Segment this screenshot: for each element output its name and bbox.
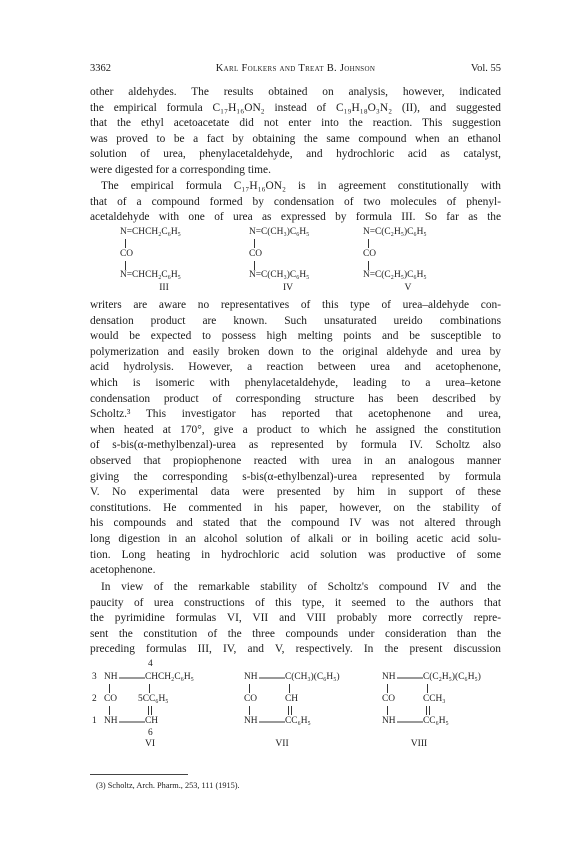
ring-position-1: 1 [92,716,97,726]
bond-line [119,721,145,723]
text-line: densation product are known. Such unsaturated ureido combinations [90,314,501,327]
formula-vii-label: VII [275,738,289,749]
formula-iii-mid: CO [120,249,134,259]
formula-viii-bot-right: CC₆H₅ [423,716,449,726]
text-line: preceding formulas III, IV, and V, respectively. In the present discussion [90,643,501,656]
text-line: sent the constitution of the three compounds under consideration than the [90,627,501,640]
text-line: solution of urea, phenylacetaldehyde, and hydrochloric acid as catalyst, [90,148,501,161]
formula-iii-top: N=CHCH₂C₆H₅ [120,227,181,237]
bond-line [249,684,250,693]
bond-line [427,684,428,693]
formula-vi-top-left: NH [104,672,118,682]
formula-vii-mid-right: CH [285,694,299,704]
paragraph-1 [90,85,501,179]
bond-line [125,239,126,248]
bond-line [429,706,430,715]
formula-iv-mid: CO [249,249,263,259]
page-number: 3362 [90,63,111,74]
formula-iv-top: N=C(CH₃)C₆H₅ [249,227,310,237]
text-line: would be expected to possess high melting points and be susceptible to [90,330,501,343]
text-line: polymerization and easily broken down to the original aldehyde and urea by [90,345,501,358]
text-line: acetaldehyde with one of urea as expressed by formula III. So far as the [90,211,501,224]
paragraph-3 [90,298,501,579]
formula-vii-top-left: NH [244,672,258,682]
formula-vi-mid-left: CO [104,694,118,704]
text-line: which is isomeric with phenylacetaldehyde, leading to a urea–ketone [90,376,501,389]
text-line: acid hydrolysis. However, a reaction between urea and acetophenone, [90,361,501,374]
bond-line [387,706,388,715]
formula-iv-label: IV [282,282,294,293]
formula-vi-mid-right: 5CC₆H₅ [138,694,169,704]
formula-v-top: N=C(C₂H₅)C₆H₅ [363,227,427,237]
formula-vi-bot-right: CH [145,716,159,726]
text-line: paucity of urea constructions of this type, it seemed to the authors that [90,596,501,609]
bond-line [249,706,250,715]
text-line: constitutions. He commented in his paper, however, on the stability of [90,501,501,514]
bond-line [148,706,149,715]
bond-line [397,677,423,679]
text-line: Scholtz.³ This investigator has reported that acetophenone and urea, [90,408,501,421]
ring-position-2: 2 [92,694,97,704]
bond-line [289,684,290,693]
formula-iii-label: III [159,282,169,293]
text-line: writers are aware no representatives of this type of urea–aldehyde con- [90,299,501,311]
text-line: that the ethyl acetoacetate did not enter into the reaction. This suggestion [90,117,501,130]
formula-viii-mid-right: CCH₃ [423,694,446,704]
bond-line [259,721,285,723]
text-line: tion. Long heating in hydrochloric acid solution was productive of some [90,548,501,561]
text-line: observed that propiophenone reacted with urea in an analogous manner [90,454,501,467]
bond-line [254,261,255,270]
bond-line [109,706,110,715]
volume-number: Vol. 55 [470,63,501,74]
formula-vi-bot-left: NH [104,716,118,726]
bond-line [259,677,285,679]
formula-iii-bot: N=CHCH₂C₆H₅ [120,270,181,280]
formula-viii-mid-left: CO [382,694,396,704]
bond-line [387,684,388,693]
text-line: long digestion in an alcohol solution of alkali or in boiling acetic acid solu- [90,532,501,545]
bond-line [109,684,110,693]
text-line: the empirical formula C₁₇H₁₆ON₂ instead of C₁₉H₁₈O₃N₂ (II), and suggested [90,101,501,114]
bond-line [368,239,369,248]
formula-vii-bot-left: NH [244,716,258,726]
formula-viii-bot-left: NH [382,716,396,726]
formula-viii-top-right: C(C₂H₅)(C₆H₅) [423,672,481,682]
page-header [90,63,501,79]
text-line: was proved to be a fact by obtaining the same compound when an ethanol [90,132,501,145]
footnote-divider [90,774,188,775]
formula-viii-top-left: NH [382,672,396,682]
bond-line [288,706,289,715]
formula-vi-top-right: CHCH₂C₆H₅ [145,672,194,682]
paragraph-4 [90,580,501,658]
formula-vii-bot-right: CC₆H₅ [285,716,311,726]
bond-line [119,677,145,679]
formula-v-label: V [404,282,412,293]
formula-viii-label: VIII [410,738,428,749]
text-line: when heated at 170°, give a product to which he assigned the constitution [90,423,501,436]
text-line: his compounds and stated that the compound IV was not altered through [90,517,501,530]
paragraph-2 [90,179,501,226]
text-line: The empirical formula C₁₇H₁₆ON₂ is in agreement constitutionally with [101,180,501,192]
footnote: (3) Scholtz, Arch. Pharm., 253, 111 (1915). [96,781,240,790]
ring-position-6: 6 [148,728,153,738]
text-line: In view of the remarkable stability of Scholtz's compound IV and the [101,581,501,593]
bond-line [397,721,423,723]
bond-line [149,684,150,693]
text-line: giving the corresponding s-bis(α-ethylbenzal)-urea represented by formula [90,470,501,483]
formula-iv-bot: N=C(CH₃)C₆H₅ [249,270,310,280]
bond-line [125,261,126,270]
formula-v-mid: CO [363,249,377,259]
ring-position-3: 3 [92,672,97,682]
text-line: other aldehydes. The results obtained on analysis, however, indicated [90,86,501,98]
bond-line [254,239,255,248]
bond-line [151,706,152,715]
bond-line [368,261,369,270]
text-line: were digested for a corresponding time. [90,163,271,176]
text-line: V. No experimental data were presented by him in support of these [90,486,501,499]
formula-v-bot: N=C(C₂H₅)C₆H₅ [363,270,427,280]
text-line: the pyrimidine formulas VI, VII and VIII probably more correctly repre- [90,612,501,625]
text-line: condensation product of corresponding structure has been described by [90,392,501,405]
formula-vii-top-right: C(CH₃)(C₆H₅) [285,672,340,682]
ring-position-4: 4 [148,659,153,669]
running-title: Karl Folkers and Treat B. Johnson [215,63,376,74]
text-line: acetophenone. [90,564,156,577]
formula-vi-label: VI [144,738,156,749]
formula-vii-mid-left: CO [244,694,258,704]
text-line: that of a compound formed by condensation of two molecules of phenyl- [90,195,501,208]
bond-line [291,706,292,715]
text-line: of s-bis(α-methylbenzal)-urea as represented by formula IV. Scholtz also [90,439,501,452]
bond-line [426,706,427,715]
